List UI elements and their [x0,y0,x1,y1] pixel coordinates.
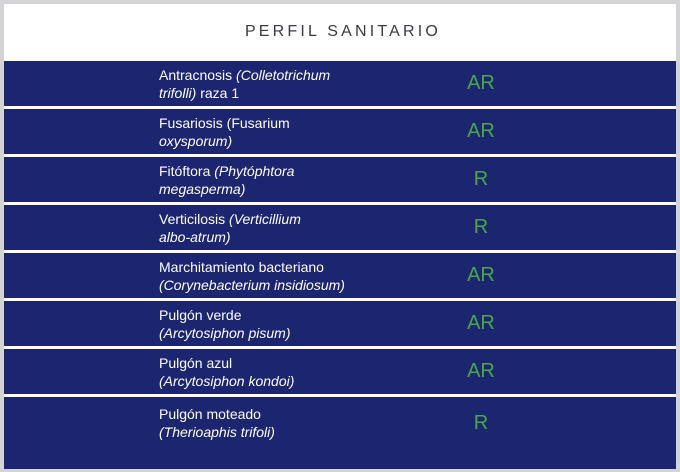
line-text-italic: (Arcytosiphon pisum) [159,324,291,341]
table-row [4,61,676,106]
line-text: Antracnosis [159,66,237,83]
line-text-italic: (Therioaphis trifoli) [159,424,275,440]
row-description [159,61,429,106]
row-description [159,253,429,298]
table-row [4,349,676,394]
line-text: Fusariosis (Fusarium [159,114,290,131]
row-description [159,301,429,346]
line-text-italic: trifolli) [159,84,197,101]
line-text-italic: oxysporum) [159,132,233,149]
table-row [4,301,676,346]
resistance-value: R [473,411,489,434]
line-text: Pulgón moteado [159,406,261,422]
row-description [159,205,429,250]
table-row [4,157,676,202]
line-text-italic: (Phytóphtora [214,162,295,179]
resistance-value: AR [467,264,495,286]
table-row [4,109,676,154]
line-text: raza 1 [196,84,240,101]
line-text: Pulgón azul [159,354,233,371]
line-text: Fitóftora [159,162,215,179]
table-row [4,397,676,469]
line-text: Pulgón verde [159,306,242,323]
resistance-value: AR [467,312,495,334]
line-text-italic: (Colletotrichum [236,66,331,83]
table-title: PERFIL SANITARIO [4,4,676,60]
row-description [159,349,429,394]
line-text: Verticilosis [159,210,230,227]
line-text-italic: (Corynebacterium insidiosum) [159,276,345,293]
row-description [159,109,429,154]
line-text-italic: albo-atrum) [159,228,231,245]
line-text-italic: (Arcytosiphon kondoi) [159,372,295,389]
resistance-value: AR [467,72,495,94]
line-text-italic: megasperma) [159,180,246,197]
table-row [4,253,676,298]
row-description [159,157,429,202]
table-row [4,205,676,250]
row-description [159,397,429,449]
resistance-value: R [473,216,489,238]
resistance-value: R [473,168,489,190]
line-text-italic: (Verticillium [229,210,301,227]
resistance-value: AR [467,360,495,382]
health-profile-card [4,4,676,469]
resistance-value: AR [467,120,495,142]
line-text: Marchitamiento bacteriano [159,258,324,275]
